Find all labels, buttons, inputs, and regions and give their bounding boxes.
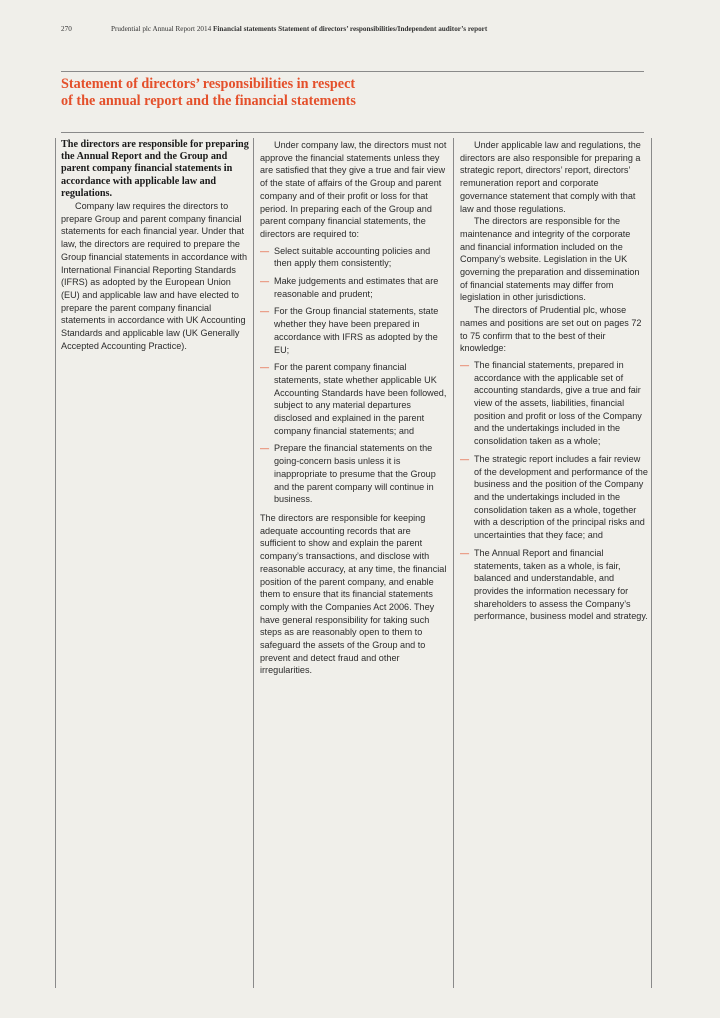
body-paragraph: The directors of Prudential plc, whose names and positions are set out on pages 72 to 75 confirm that to the best of their knowledge: — [460, 305, 642, 354]
body-paragraph: Under company law, the directors must not approve the financial statements unless they are satisfied that they give a true and fair view of the state of affairs of the Group and parent company and of their profit or loss for that period. In preparing each of the Group and parent company financial statements, the directors are required to: — [260, 140, 447, 239]
title-divider — [61, 132, 644, 133]
requirements-list — [260, 245, 448, 506]
column-2 — [260, 139, 448, 677]
page-title — [61, 76, 461, 109]
page-title-line-1: Statement of directors’ responsibilities in respect — [61, 76, 356, 92]
dash-bullet: — — [260, 443, 270, 454]
list-item: — For the parent company financial statements, state whether applicable UK Accounting Standards have been followed, subject to any material departures disclosed and explained in the parent company financial statements; and — [260, 362, 447, 436]
page-number: 270 — [61, 25, 72, 33]
list-item: — The strategic report includes a fair review of the development and performance of the business and the position of the Company and the undertakings included in the consolidation taken as a whole, together with a description of the principal risks and uncertainties that they face; and — [460, 453, 648, 541]
list-item: — The Annual Report and financial statements, taken as a whole, is fair, balanced and understandable, and provides the information necessary for shareholders to assess the Company’s performance, business model and strategy. — [460, 547, 648, 622]
section-name: Financial statements Statement of directors’ responsibilities/Independent auditor’s report — [213, 25, 488, 33]
publication-name: Prudential plc Annual Report 2014 — [111, 25, 212, 33]
column-divider-2 — [253, 138, 254, 988]
lead-paragraph: The directors are responsible for preparing the Annual Report and the Group and parent company financial statements in accordance with applicable law and regulations. — [61, 139, 249, 199]
confirmations-list — [460, 359, 648, 623]
top-divider — [61, 71, 644, 72]
dash-bullet: — — [460, 453, 470, 464]
running-header — [61, 25, 680, 33]
list-item: — Make judgements and estimates that are reasonable and prudent; — [260, 276, 439, 299]
column-divider-3 — [453, 138, 454, 988]
dash-bullet: — — [260, 306, 270, 317]
dash-bullet: — — [460, 547, 470, 558]
body-paragraph: The directors are responsible for keeping adequate accounting records that are sufficient to show and explain the parent company’s transactions, and disclose with reasonable accuracy, at any time, the financial position of the parent company, and enable them to ensure that its financial statements comply with the Companies Act 2006. They have general responsibility for taking such steps as are reasonably open to them to safeguard the assets of the Group and to prevent and detect fraud and other irregularities. — [260, 512, 447, 676]
column-1 — [61, 139, 249, 352]
column-3 — [460, 139, 648, 629]
page-title-line-2: of the annual report and the financial statements — [61, 92, 356, 109]
dash-bullet: — — [260, 245, 270, 256]
list-item: — The financial statements, prepared in accordance with the applicable set of accounting standards, give a true and fair view of the assets, liabilities, financial position and profit or loss of the Company and the undertakings included in the consolidation taken as a whole; — [460, 359, 642, 447]
body-paragraph: Company law requires the directors to prepare Group and parent company financial statements for each financial year. Under that law, the directors are required to prepare the Group financial statements in accordance with International Financial Reporting Standards (IFRS) as adopted by the European Union (EU) and applicable law and have elected to prepare the parent company financial statements in accordance with UK Accounting Standards and applicable law (UK Generally Accepted Accounting Practice). — [61, 201, 248, 351]
list-item: — Select suitable accounting policies and then apply them consistently; — [260, 245, 431, 269]
body-paragraph: The directors are responsible for the maintenance and integrity of the corporate and financial information included on the Company’s website. Legislation in the UK governing the preparation and dissemination of financial statements may differ from legislation in other jurisdictions. — [460, 216, 640, 303]
dash-bullet: — — [460, 359, 470, 370]
column-divider-1 — [55, 138, 56, 988]
list-item: — For the Group financial statements, state whether they have been prepared in accordance with IFRS as adopted by the EU; — [260, 306, 439, 355]
dash-bullet: — — [260, 362, 270, 373]
body-paragraph: Under applicable law and regulations, the directors are also responsible for preparing a strategic report, directors’ report, directors’ remuneration report and corporate governance statement that comply with that law and those regulations. — [460, 140, 641, 214]
column-divider-4 — [651, 138, 652, 988]
dash-bullet: — — [260, 276, 270, 287]
list-item: — Prepare the financial statements on the going-concern basis unless it is inappropriate to presume that the Group and the parent company will continue in business. — [260, 443, 436, 505]
